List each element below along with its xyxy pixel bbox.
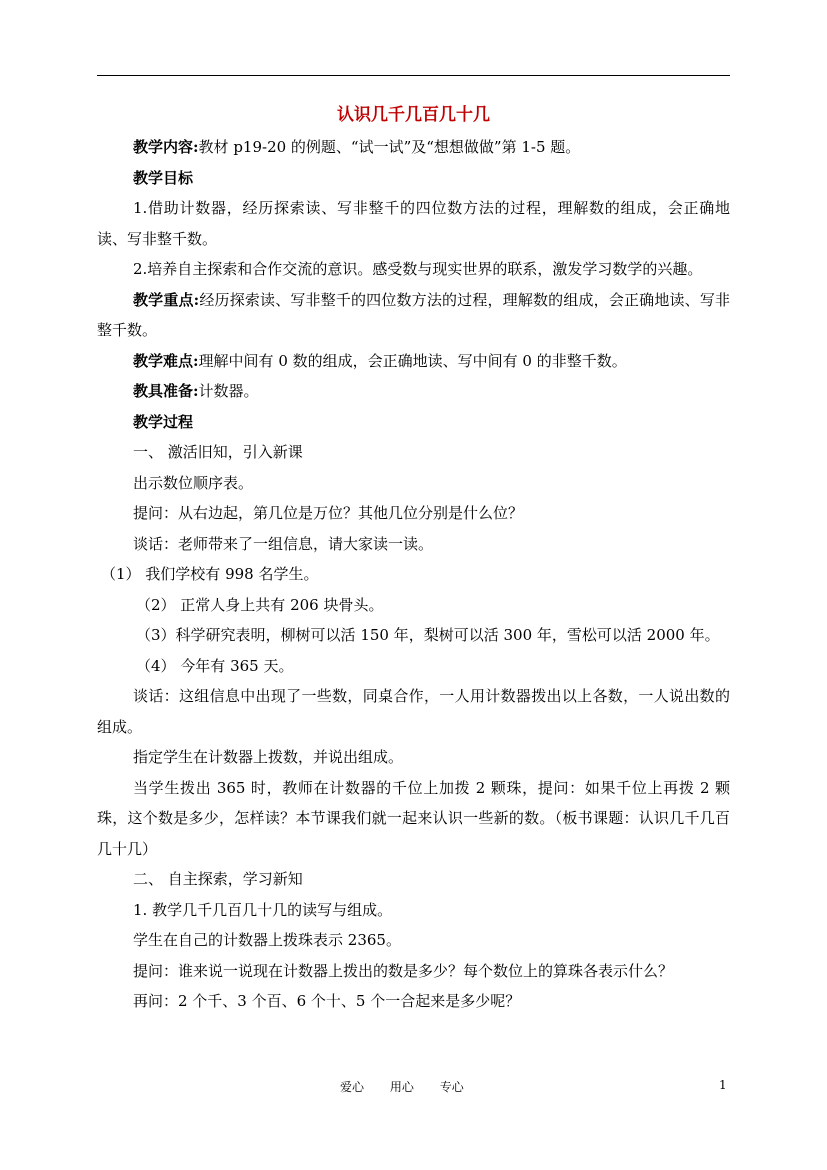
difficulty-label: 教学难点: (133, 351, 199, 370)
tools-paragraph (97, 376, 730, 407)
footer-item: 用心 (389, 1080, 414, 1094)
process-line: 出示数位顺序表。 (133, 473, 254, 492)
footer-item: 专心 (439, 1080, 464, 1094)
key-text: 经历探索读、写非整千的四位数方法的过程，理解数的组成，会正确地读、写非整千数。 (97, 290, 730, 339)
goal-1: 1.借助计数器，经历探索读、写非整千的四位数方法的过程，理解数的组成，会正确地读、写非整千数。 (97, 199, 730, 248)
process-line: 学生在自己的计数器上拨珠表示 2365。 (133, 931, 401, 949)
assign-paragraph: 指定学生在计数器上拨数，并说出组成。 (133, 748, 404, 766)
goals-heading: 教学目标 (133, 168, 194, 187)
page-number: 1 (719, 1078, 727, 1092)
difficulty-paragraph (97, 346, 730, 377)
info-item: （4） 今年有 365 天。 (136, 656, 294, 675)
content-paragraph (97, 132, 730, 163)
content-text: 教材 p19-20 的例题、“试一试”及“想想做做”第 1-5 题。 (198, 138, 581, 156)
document-body (97, 100, 730, 1017)
section-two-heading: 二、 自主探索，学习新知 (133, 870, 303, 888)
section-one-heading: 一、 激活旧知，引入新课 (133, 443, 303, 461)
document-title: 认识几千几百几十几 (337, 105, 490, 125)
difficulty-text: 理解中间有 0 数的组成，会正确地读、写中间有 0 的非整千数。 (198, 351, 627, 370)
process-line: 提问：从右边起，第几位是万位？其他几位分别是什么位？ (133, 504, 524, 522)
tools-text: 计数器。 (198, 382, 259, 400)
info-item: （1） 我们学校有 998 名学生。 (101, 565, 319, 583)
content-label: 教学内容: (133, 138, 199, 156)
process-line: 再问：2 个千、3 个百、6 个十、5 个一合起来是多少呢？ (133, 992, 521, 1010)
footer-item: 爱心 (340, 1080, 365, 1094)
info-item: （2） 正常人身上共有 206 块骨头。 (136, 595, 384, 614)
key-paragraph (97, 285, 730, 346)
goal-2: 2.培养自主探索和合作交流的意识。感受数与现实世界的联系，激发学习数学的兴趣。 (133, 260, 703, 278)
tools-label: 教具准备: (133, 382, 199, 400)
365-paragraph: 当学生拨出 365 时，教师在计数器的千位上加拨 2 颗珠，提问：如果千位上再拨 2 颗珠，这个数是多少，怎样读？本节课我们就一起来认识一些新的数。（板书课题：认识几千几百几十几） (97, 778, 730, 858)
process-line: 提问：谁来说一说现在计数器上拨出的数是多少？每个数位上的算珠各表示什么？ (133, 961, 674, 980)
info-item: （3）科学研究表明，柳树可以活 150 年，梨树可以活 300 年，雪松可以活 2000 年。 (136, 626, 720, 644)
talk-paragraph: 谈话：这组信息中出现了一些数，同桌合作，一人用计数器拨出以上各数，一人说出数的组成。 (97, 687, 730, 736)
footer-motto (340, 1078, 486, 1095)
header-rule (97, 75, 730, 76)
key-label: 教学重点: (133, 290, 200, 309)
process-line: 1. 教学几千几百几十几的读写与组成。 (133, 900, 393, 919)
process-line: 谈话：老师带来了一组信息，请大家读一读。 (133, 534, 434, 553)
process-heading: 教学过程 (133, 412, 194, 431)
